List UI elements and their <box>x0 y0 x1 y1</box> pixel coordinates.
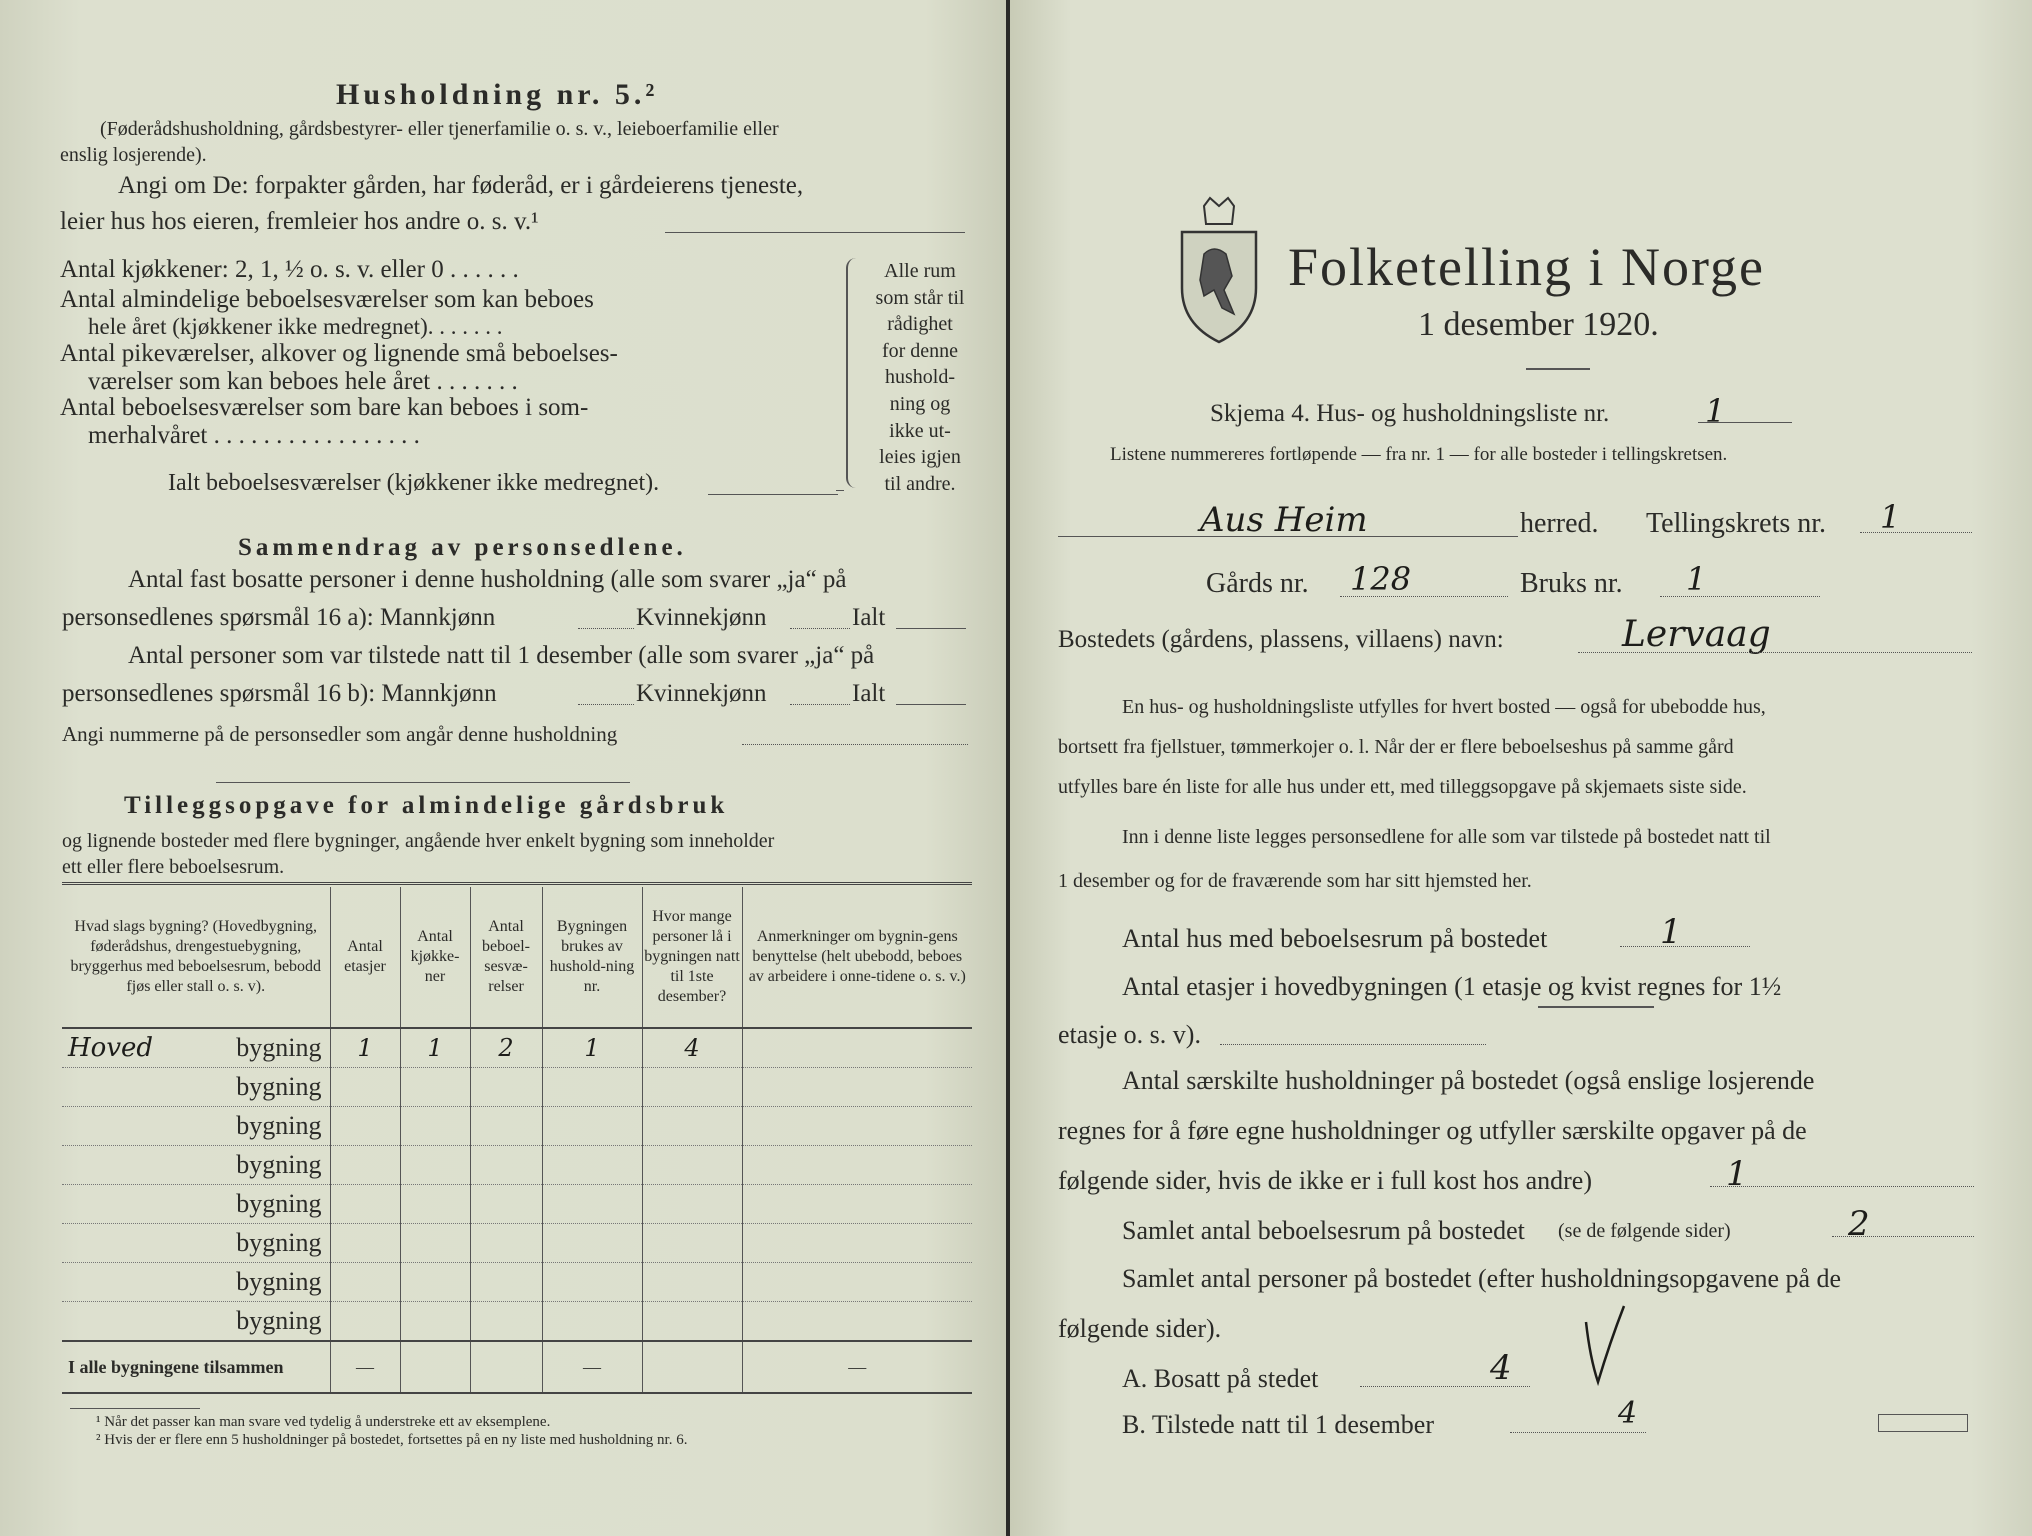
personer-line-2: følgende sider). <box>1058 1314 1222 1343</box>
bruks-label: Bruks nr. <box>1520 568 1623 599</box>
kvinnekjonn-label: Kvinnekjønn <box>636 680 767 707</box>
summary-line-1: Antal fast bosatte personer i denne husholdning (alle som svarer „ja“ på <box>128 566 847 593</box>
tillegg-intro-1: og lignende bosteder med flere bygninger, angående hver enkelt bygning som inneholder <box>62 830 775 852</box>
header-etasjer: Antal etasjer <box>330 887 400 1028</box>
header-type: Hvad slags bygning? (Hovedbygning, føderådshus, drengestuebygning, bryggerhus med beboelsesrum, bebodd fjøs eller stall o. s. v). <box>62 887 330 1028</box>
table-row <box>62 1146 972 1185</box>
herred-value: Aus Heim <box>1200 500 1368 540</box>
table-header-row <box>62 887 972 1028</box>
header-anmerkninger: Anmerkninger om bygnin-gens benyttelse (helt ubebodd, beboes av arbeidere i onne-tidene o. s. v.) <box>742 887 972 1028</box>
skjema-label: Skjema 4. Hus- og husholdningsliste nr. <box>1210 400 1610 427</box>
header-husholdning: Bygningen brukes av hushold-ning nr. <box>542 887 642 1028</box>
header-vaerelser: Antal beboel-sesvæ-relser <box>470 887 542 1028</box>
kjokkener-label: Antal kjøkkener: 2, 1, ½ o. s. v. eller 0 . . . . . . <box>60 256 519 283</box>
table-total-row <box>62 1341 972 1393</box>
sommer-label: Antal beboelsesværelser som bare kan beboes i som- <box>60 394 589 421</box>
para1-line-3: utfylles bare én liste for alle hus under ett, med tilleggsopgave på skjemaets siste side. <box>1058 776 1747 798</box>
cell-vaerelser: 2 <box>470 1028 542 1068</box>
angi-line-1: Angi om De: forpakter gården, har føderåd, er i gårdeierens tjeneste, <box>118 172 804 199</box>
header-kjokkener: Antal kjøkke-ner <box>400 887 470 1028</box>
total-anmerkninger: — <box>742 1341 972 1393</box>
cell-personer: 4 <box>642 1028 742 1068</box>
footnote-2: ² Hvis der er flere enn 5 husholdninger på bostedet, fortsettes på en ny liste med husholdning nr. 6. <box>96 1432 688 1448</box>
row-label: bygning <box>62 1224 330 1263</box>
para1-line-1: En hus- og husholdningsliste utfylles for hvert bosted — også for ubebodde hus, <box>1122 696 1766 718</box>
bracket-note-line: leies igjen <box>879 446 961 469</box>
cell-husholdning: 1 <box>542 1028 642 1068</box>
para2-line-1: Inn i denne liste legges personsedlene for alle som var tilstede på bostedet natt til <box>1122 826 1771 848</box>
almindelige-label: Antal almindelige beboelsesværelser som kan beboes <box>60 286 594 313</box>
census-date: 1 desember 1920. <box>1418 306 1659 343</box>
etasjer-line-1: Antal etasjer i hovedbygningen (1 etasje og kvist regnes for 1½ <box>1122 972 1782 1001</box>
row-type <box>62 1028 330 1068</box>
bracket-note-line: Alle rum <box>884 260 956 282</box>
row-label: bygning <box>62 1107 330 1146</box>
nummerne-label: Angi nummerne på de personsedler som angår denne husholdning <box>62 722 618 746</box>
table-row <box>62 1107 972 1146</box>
husholdn-line-3: følgende sider, hvis de ikke er i full kost hos andre) <box>1058 1166 1592 1195</box>
cell-kjokkener: 1 <box>400 1028 470 1068</box>
krets-label: Tellingskrets nr. <box>1646 508 1827 539</box>
herred-label: herred. <box>1520 508 1599 539</box>
row-type-value: Hoved <box>68 1033 154 1063</box>
household-intro-2: enslig losjerende). <box>60 144 207 166</box>
building-table <box>62 887 972 1394</box>
row-label: bygning <box>62 1263 330 1302</box>
ialt-label: Ialt <box>852 680 886 707</box>
husholdn-value: 1 <box>1726 1154 1748 1194</box>
table-row <box>62 1224 972 1263</box>
household-intro-1: (Føderådshusholdning, gårdsbestyrer- eller tjenerfamilie o. s. v., leieboerfamilie eller <box>100 118 779 140</box>
total-label: I alle bygningene tilsammen <box>62 1341 330 1393</box>
bracket-note-line: rådighet <box>887 313 953 336</box>
husholdn-line-2: regnes for å føre egne husholdninger og utfyller særskilte opgaver på de <box>1058 1116 1807 1145</box>
checkmark-icon <box>1580 1302 1630 1388</box>
table-row <box>62 1028 972 1068</box>
bosatt-value: 4 <box>1490 1348 1512 1388</box>
summary-line-3: Antal personer som var tilstede natt til 1 desember (alle som svarer „ja“ på <box>128 642 875 669</box>
table-row <box>62 1263 972 1302</box>
bracket-note-line: som står til <box>875 286 965 309</box>
summary-line-4: personsedlenes spørsmål 16 b): Mannkjønn <box>62 680 497 707</box>
total-husholdning: — <box>542 1341 642 1393</box>
ialt-vaerelser-label: Ialt beboelsesværelser (kjøkkener ikke medregnet). <box>168 470 660 496</box>
tillegg-title: Tilleggsopgave for almindelige gårdsbruk <box>124 792 729 819</box>
husholdn-line-1: Antal særskilte husholdninger på bostedet (også enslige losjerende <box>1122 1066 1815 1095</box>
row-label: bygning <box>62 1185 330 1224</box>
para1-line-2: bortsett fra fjellstuer, tømmerkojer o. l. Når der er flere beboelseshus på samme gård <box>1058 736 1734 758</box>
household-title: Husholdning nr. 5.² <box>336 78 659 111</box>
bosted-value: Lervaag <box>1622 614 1771 655</box>
bracket-note-line: for denne <box>881 339 959 362</box>
bosted-label: Bostedets (gårdens, plassens, villaens) navn: <box>1058 626 1504 653</box>
summary-title: Sammendrag av personsedlene. <box>238 534 687 561</box>
rum-note: (se de følgende sider) <box>1558 1220 1731 1242</box>
row-label: bygning <box>62 1302 330 1342</box>
bracket-note-line: ikke ut- <box>889 419 951 442</box>
pikevaerelser-label: Antal pikeværelser, alkover og lignende små beboelses- <box>60 340 618 367</box>
skjema-number: 1 <box>1705 392 1726 430</box>
hus-label: Antal hus med beboelsesrum på bostedet <box>1122 924 1548 953</box>
bracket-note-line: ning og <box>889 392 951 415</box>
table-row <box>62 1068 972 1107</box>
ialt-label: Ialt <box>852 604 886 631</box>
tilstede-value: 4 <box>1618 1396 1638 1431</box>
right-page <box>1010 0 2032 1536</box>
cell-anmerkninger <box>742 1028 972 1068</box>
footnote-1: ¹ Når det passer kan man svare ved tydelig å understreke ett av eksemplene. <box>96 1414 551 1430</box>
bracket-note <box>864 258 976 497</box>
tilstede-label: B. Tilstede natt til 1 desember <box>1122 1410 1434 1439</box>
total-etasjer: — <box>330 1341 400 1393</box>
gards-value: 128 <box>1350 560 1412 598</box>
table-row <box>62 1185 972 1224</box>
cell-etasjer: 1 <box>330 1028 400 1068</box>
listene-note: Listene nummereres fortløpende — fra nr. 1 — for alle bosteder i tellingskretsen. <box>1110 444 1728 465</box>
angi-line-2: leier hus hos eieren, fremleier hos andre o. s. v.¹ <box>60 208 539 235</box>
sommer-label-2: merhalvåret . . . . . . . . . . . . . . . . . <box>88 422 420 449</box>
row-label: bygning <box>62 1068 330 1107</box>
rum-value: 2 <box>1848 1204 1870 1244</box>
kvinnekjonn-label: Kvinnekjønn <box>636 604 767 631</box>
table-row <box>62 1302 972 1342</box>
bosatt-label: A. Bosatt på stedet <box>1122 1364 1319 1393</box>
hus-value: 1 <box>1660 912 1682 952</box>
gards-label: Gårds nr. <box>1206 568 1309 599</box>
summary-line-2: personsedlenes spørsmål 16 a): Mannkjønn <box>62 604 496 631</box>
bruks-value: 1 <box>1686 560 1707 598</box>
para2-line-2: 1 desember og for de fraværende som har sitt hjemsted her. <box>1058 870 1532 892</box>
left-page <box>0 0 1006 1536</box>
etasjer-line-2: etasje o. s. v). <box>1058 1020 1201 1049</box>
header-personer: Hvor mange personer lå i bygningen natt til 1ste desember? <box>642 887 742 1028</box>
printer-stamp <box>1878 1414 1968 1432</box>
bracket-note-line: hushold- <box>885 366 955 389</box>
row-label: bygning <box>236 1033 322 1062</box>
rum-label: Samlet antal beboelsesrum på bostedet <box>1122 1216 1525 1245</box>
krets-value: 1 <box>1880 498 1901 536</box>
census-title: Folketelling i Norge <box>1288 237 1765 297</box>
bracket <box>846 258 860 488</box>
row-label: bygning <box>62 1146 330 1185</box>
personer-line-1: Samlet antal personer på bostedet (efter husholdningsopgavene på de <box>1122 1264 1842 1293</box>
almindelige-label-2: hele året (kjøkkener ikke medregnet). . . . . . . <box>88 314 503 339</box>
pikevaerelser-label-2: værelser som kan beboes hele året . . . . . . . <box>88 368 518 395</box>
coat-of-arms-icon <box>1174 196 1264 346</box>
bracket-note-line: til andre. <box>884 472 956 495</box>
tillegg-intro-2: ett eller flere beboelsesrum. <box>62 856 285 878</box>
